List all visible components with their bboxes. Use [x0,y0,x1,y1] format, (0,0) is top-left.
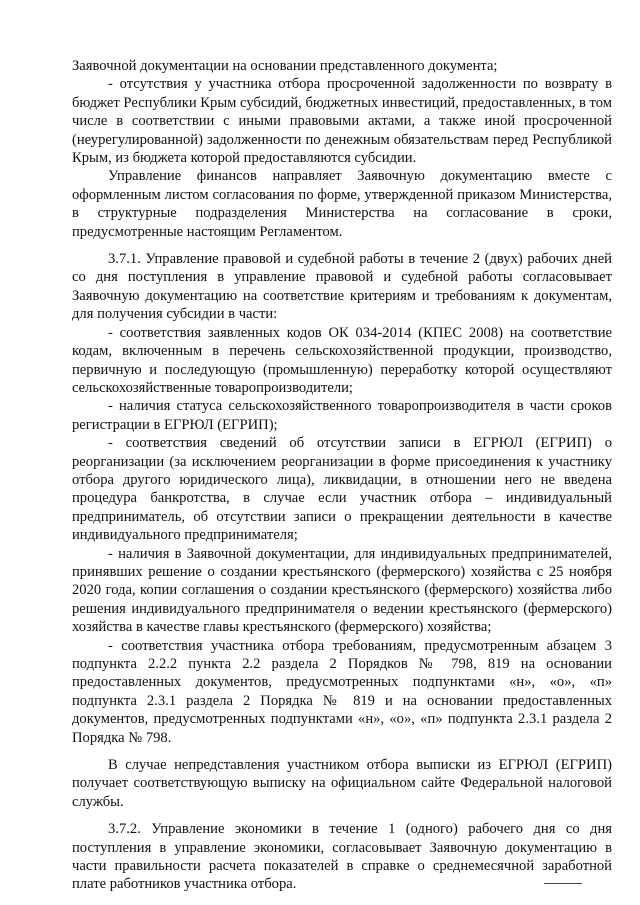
document-body [72,57,612,894]
paragraph-no-overdue-debt: - отсутствия у участника отбора просроченной задолженности по возврату в бюджет Республики Крым субсидий, бюджетных инвестиций, предоставленных, в том числе в соответствии с иными правовыми актами, а также иной просроченной (неурегулированной) задолженности по денежным обязательствам перед Республикой Крым, из бюджета которой предоставляются субсидии. [72,76,612,167]
paragraph-okpd-codes: - соответствия заявленных кодов ОК 034-2014 (КПЕС 2008) на соответствие кодам, включенным в перечень сельскохозяйственной продукции, производство, первичную и последующую (промышленную) переработку которой осуществляют сельскохозяйственные товаропроизводители; [72,324,612,396]
paragraph-producer-status: - наличия статуса сельскохозяйственного товаропроизводителя в части сроков регистрации в ЕГРЮЛ (ЕГРИП); [72,398,612,433]
paragraph-3-7-1: 3.7.1. Управление правовой и судебной работы в течение 2 (двух) рабочих дней со дня поступления в управление правовой и судебной работы согласовывает Заявочную документацию на соответствие критериям и требованиям к документам, для получения субсидии в части: [72,251,612,323]
paragraph-egrul-records: - соответствия сведений об отсутствии записи в ЕГРЮЛ (ЕГРИП) о реорганизации (за исключением реорганизации в форме присоединения к участнику отбора другого юридического лица), ликвидации, в отношении него не введена процедура банкротства, в случае если участник отбора – индивидуальный предприниматель, об отсутствии записи о прекращении деятельности в качестве индивидуального предпринимателя; [72,435,612,544]
footer-line [544,883,582,884]
paragraph-3-7-2: 3.7.2. Управление экономики в течение 1 (одного) рабочего дня со дня поступления в управление экономики, согласовывает Заявочную документацию в части правильности расчета показателей в справке о среднемесячной заработной плате работников участника отбора. [72,821,612,893]
paragraph-egrul-extract: В случае непредставления участником отбора выписки из ЕГРЮЛ (ЕГРИП) получает соответствующую выписку на официальном сайте Федеральной налоговой службы. [72,757,612,810]
paragraph-requirements-compliance: - соответствия участника отбора требованиям, предусмотренным абзацем 3 подпункта 2.2.2 пункта 2.2 раздела 2 Порядков № 798, 819 на основании предоставленных документов, предусмотренных подпунктами «н», «о», «п» подпункта 2.3.1 раздела 2 Порядка № 819 и на основании предоставленных документов, предусмотренных подпунктами «н», «о», «п» подпункта 2.3.1 раздела 2 Порядка № 798. [72,637,612,746]
paragraph-farm-agreement: - наличия в Заявочной документации, для индивидуальных предпринимателей, принявших решение о создании крестьянского (фермерского) хозяйства с 25 ноября 2020 года, копии соглашения о создании крестьянского (фермерского) хозяйства либо решения индивидуального предпринимателя о ведении крестьянского (фермерского) хозяйства в качестве главы крестьянского (фермерского) хозяйства; [72,545,612,636]
paragraph-continuation: Заявочной документации на основании представленного документа; [72,58,498,74]
paragraph-finance-department: Управление финансов направляет Заявочную документацию вместе с оформленным листом согласования по форме, утвержденной приказом Министерства, в структурные подразделения Министерства на согласование в сроки, предусмотренные настоящим Регламентом. [72,168,612,240]
